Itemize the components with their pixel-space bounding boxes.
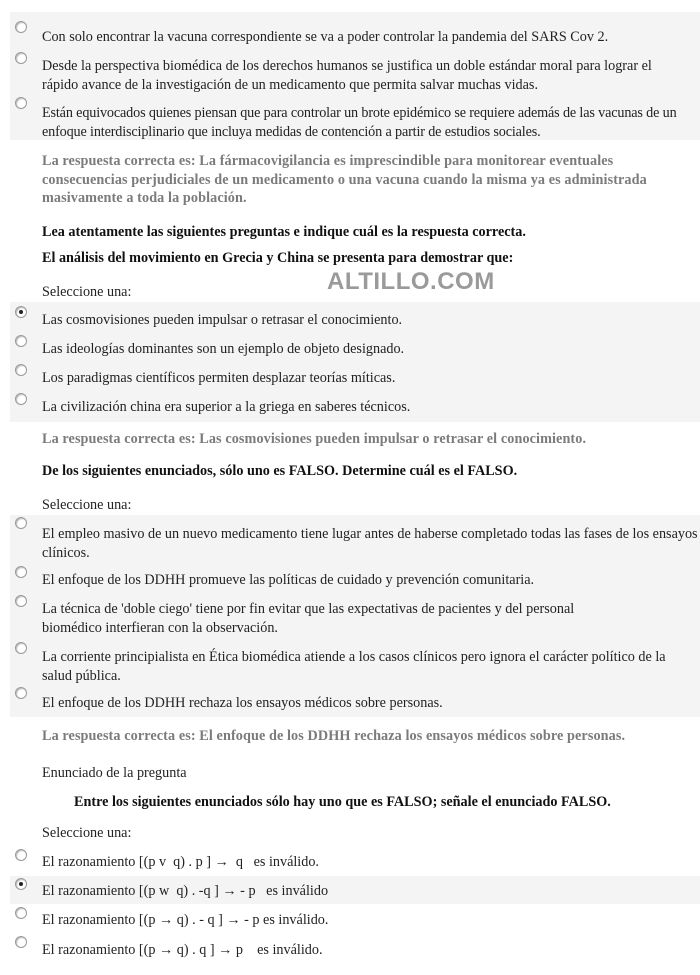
q4-option-4[interactable]: El razonamiento [(p → q) . q ] → p es inválido. (42, 942, 323, 958)
q3-radio-1[interactable] (15, 517, 27, 529)
q2-radio-3[interactable] (15, 364, 27, 376)
q3-radio-3[interactable] (15, 595, 27, 607)
q4-select-label: Seleccione una: (42, 825, 132, 841)
q4-label: Enunciado de la pregunta (42, 765, 187, 781)
q4-radio-4[interactable] (15, 936, 27, 948)
q3-option-5[interactable]: El enfoque de los DDHH rechaza los ensayos médicos sobre personas. (42, 695, 443, 711)
q3-option-2[interactable]: El enfoque de los DDHH promueve las políticas de cuidado y prevención comunitaria. (42, 572, 535, 588)
q4-option-1[interactable]: El razonamiento [(p v q) . p ] → q es inválido. (42, 854, 319, 870)
q2-correct-answer: La respuesta correcta es: Las cosmovisiones pueden impulsar o retrasar el conocimiento. (42, 431, 587, 447)
q2-instruction: Lea atentamente las siguientes preguntas e indique cuál es la respuesta correcta. (42, 224, 526, 240)
q2-radio-4[interactable] (15, 393, 27, 405)
q1-radio-1[interactable] (15, 21, 27, 33)
q2-option-2[interactable]: Las ideologías dominantes son un ejemplo de objeto designado. (42, 341, 405, 357)
q1-radio-3[interactable] (15, 97, 27, 109)
q3-correct-answer: La respuesta correcta es: El enfoque de los DDHH rechaza los ensayos médicos sobre personas. (42, 728, 626, 744)
q2-radio-2[interactable] (15, 335, 27, 347)
q4-radio-3[interactable] (15, 907, 27, 919)
q3-question: De los siguientes enunciados, sólo uno es FALSO. Determine cuál es el FALSO. (42, 463, 518, 479)
q3-select-label: Seleccione una: (42, 497, 132, 513)
q1-option-3[interactable]: Están equivocados quienes piensan que para controlar un brote epidémico se requiere además de las vacunas de un enfoque interdisciplinario que incluya medidas de contención a partir de estudios sociales. (42, 105, 677, 140)
q2-radio-1[interactable] (15, 306, 27, 318)
q3-radio-4[interactable] (15, 642, 27, 654)
q3-option-1[interactable]: El empleo masivo de un nuevo medicamento tiene lugar antes de haberse completado todas las fases de los ensayos clínicos. (42, 526, 698, 561)
q2-select-label: Seleccione una: (42, 284, 132, 300)
q3-radio-5[interactable] (15, 687, 27, 699)
q2-option-1[interactable]: Las cosmovisiones pueden impulsar o retrasar el conocimiento. (42, 312, 403, 328)
q3-radio-2[interactable] (15, 566, 27, 578)
q2-question: El análisis del movimiento en Grecia y China se presenta para demostrar que: (42, 250, 514, 266)
q4-radio-1[interactable] (15, 849, 27, 861)
q2-option-3[interactable]: Los paradigmas científicos permiten desplazar teorías míticas. (42, 370, 396, 386)
q4-question: Entre los siguientes enunciados sólo hay uno que es FALSO; señale el enunciado FALSO. (74, 794, 611, 810)
q1-option-1[interactable]: Con solo encontrar la vacuna correspondiente se va a poder controlar la pandemia del SARS Cov 2. (42, 29, 609, 45)
q3-option-3[interactable]: La técnica de 'doble ciego' tiene por fin evitar que las expectativas de pacientes y del personal biomédico interfieran con la observación. (42, 601, 575, 636)
q2-option-4[interactable]: La civilización china era superior a la griega en saberes técnicos. (42, 399, 411, 415)
q4-radio-2[interactable] (15, 878, 27, 890)
q1-radio-2[interactable] (15, 52, 27, 64)
q1-correct-answer: La respuesta correcta es: La fármacovigilancia es imprescindible para monitorear eventuales consecuencias perjudiciales de un medicamento o una vacuna cuando la misma ya es administrada masivamente a toda la población. (42, 153, 647, 206)
q4-option-3[interactable]: El razonamiento [(p → q) . - q ] → - p es inválido. (42, 912, 329, 928)
q1-option-2[interactable]: Desde la perspectiva biomédica de los derechos humanos se justifica un doble estándar moral para lograr el rápido avance de la investigación de un medicamento que permita salvar muchas vidas. (42, 58, 652, 93)
q3-option-4[interactable]: La corriente principialista en Ética biomédica atiende a los casos clínicos pero ignora el carácter político de la salud pública. (42, 649, 666, 684)
watermark: ALTILLO.COM (327, 268, 495, 295)
q4-option-2[interactable]: El razonamiento [(p w q) . -q ] → - p es inválido (42, 883, 329, 899)
